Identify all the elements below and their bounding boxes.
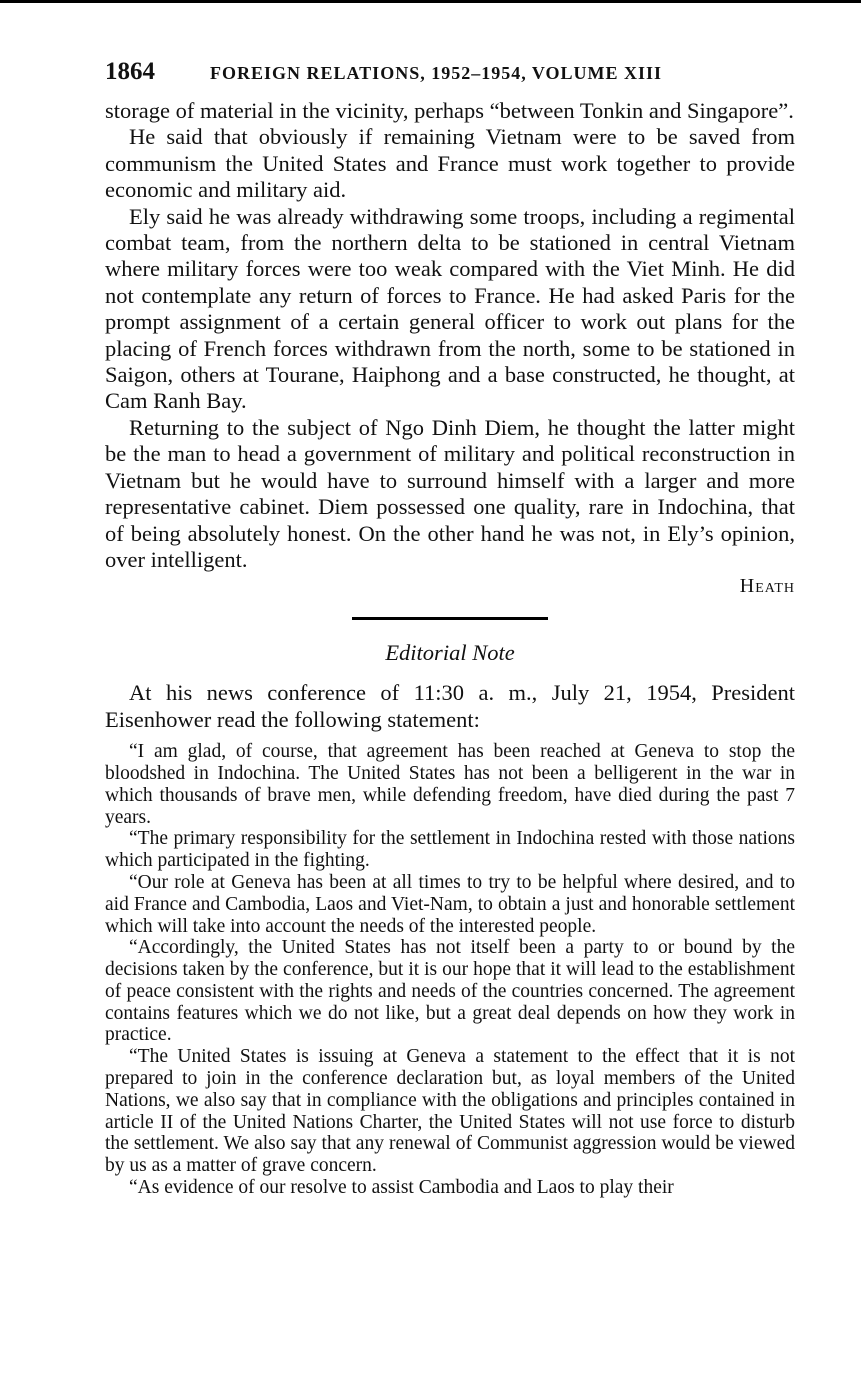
intro-paragraph: At his news conference of 11:30 a. m., July 21, 1954, President Eisenhower read the following statement: <box>105 680 795 732</box>
editorial-intro <box>105 680 795 733</box>
paragraph: Ely said he was already withdrawing some troops, including a regimental combat team, from the northern delta to be stationed in central Vietnam where military forces were too weak compared with the Viet Minh. He did not contemplate any return of forces to France. He had asked Paris for the prompt assignment of a certain general officer to work out plans for the placing of French forces withdrawn from the north, some to be stationed in Saigon, others at Tourane, Haiphong and a base constructed, he thought, at Cam Ranh Bay. <box>105 203 795 414</box>
quote-paragraph: “Accordingly, the United States has not itself been a party to or bound by the decisions taken by the conference, but it is our hope that it will lead to the establishment of peace consistent with the rights and needs of the countries concerned. The agreement contains features which we do not like, but a great deal depends on how they work in practice. <box>105 937 795 1046</box>
statement-quote <box>105 741 795 1199</box>
quote-paragraph: “Our role at Geneva has been at all times to try to be helpful where desired, and to aid France and Cambodia, Laos and Viet-Nam, to obtain a just and honorable settlement which will take into account the needs of the interested people. <box>105 871 795 937</box>
document-page <box>105 58 795 1199</box>
quote-paragraph: “The primary responsibility for the settlement in Indochina rested with those nations which participated in the fighting. <box>105 828 795 872</box>
body-text <box>105 98 795 573</box>
paragraph-continued: storage of material in the vicinity, perhaps “between Tonkin and Singapore”. <box>105 98 794 123</box>
page-number: 1864 <box>105 58 155 85</box>
top-border <box>0 0 861 3</box>
paragraph: Returning to the subject of Ngo Dinh Diem, he thought the latter might be the man to head a government of military and political reconstruction in Vietnam but he would have to surround himself with a larger and more representative cabinet. Diem possessed one quality, rare in Indochina, that of being absolutely honest. On the other hand he was not, in Ely’s opinion, over intelligent. <box>105 414 795 572</box>
quote-paragraph: “The United States is issuing at Geneva a statement to the effect that it is not prepared to join in the conference declaration but, as loyal members of the United Nations, we also say that in compliance with the obligations and principles contained in article II of the United Nations Charter, the United States will not use force to disturb the settlement. We also say that any renewal of Communist aggression would be viewed by us as a matter of grave concern. <box>105 1046 795 1177</box>
quote-paragraph: “As evidence of our resolve to assist Cambodia and Laos to play their <box>129 1177 674 1199</box>
signature: Heath <box>739 575 795 598</box>
section-divider <box>352 617 548 620</box>
quote-paragraph: “I am glad, of course, that agreement has been reached at Geneva to stop the bloodshed in Indochina. The United States has not been a belligerent in the war in which thousands of brave men, while defending freedom, have died during the past 7 years. <box>105 741 795 828</box>
running-head <box>105 58 795 98</box>
section-title: Editorial Note <box>385 640 515 666</box>
running-title: FOREIGN RELATIONS, 1952–1954, VOLUME XIII <box>210 63 663 83</box>
paragraph: He said that obviously if remaining Vietnam were to be saved from communism the United States and France must work together to provide economic and military aid. <box>105 124 795 203</box>
